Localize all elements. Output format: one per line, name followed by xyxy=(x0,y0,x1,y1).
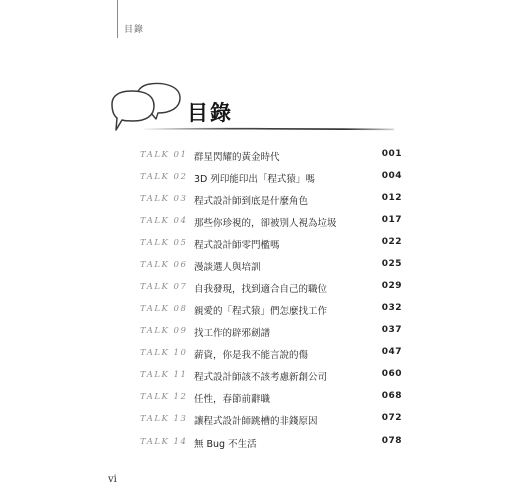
toc-entry[interactable] xyxy=(140,413,402,429)
talk-number: TALK 08 xyxy=(140,304,188,314)
toc-entry[interactable] xyxy=(140,237,402,253)
chapter-title: 群星閃耀的黃金時代 xyxy=(194,152,280,163)
chapter-title: 親愛的「程式猿」們怎麼找工作 xyxy=(194,306,328,317)
toc-entry[interactable] xyxy=(140,347,402,363)
talk-number: TALK 06 xyxy=(140,260,188,270)
chapter-title: 讓程式設計師跳槽的非錢原因 xyxy=(194,416,318,427)
toc-entry[interactable] xyxy=(140,369,402,385)
toc-entry[interactable] xyxy=(140,391,402,407)
page-title: 目錄 xyxy=(187,101,233,125)
page-number: 078 xyxy=(381,436,402,446)
chapter-title: 薪資，你是我不能言說的傷 xyxy=(194,350,309,361)
toc-entry[interactable] xyxy=(140,436,402,452)
toc-entry[interactable] xyxy=(140,215,402,231)
page-folio: vi xyxy=(108,474,117,485)
chapter-title: 那些你珍視的，卻被別人視為垃圾 xyxy=(194,218,337,229)
chapter-title: 程式設計師該不該考慮新創公司 xyxy=(194,372,328,383)
talk-number: TALK 05 xyxy=(140,238,188,248)
talk-number: TALK 09 xyxy=(140,326,188,336)
page-number: 017 xyxy=(381,215,402,225)
toc-entry[interactable] xyxy=(140,149,402,165)
page-number: 029 xyxy=(381,281,402,291)
chapter-title: 自我發現，找到適合自己的職位 xyxy=(194,284,328,295)
chapter-title: 找工作的辟邪劍譜 xyxy=(194,328,271,339)
page-number: 060 xyxy=(381,369,402,379)
chapter-title: 3D 列印能印出「程式猿」嗎 xyxy=(194,174,315,185)
toc-entry[interactable] xyxy=(140,259,402,275)
talk-number: TALK 04 xyxy=(140,216,188,226)
page-number: 072 xyxy=(381,413,402,423)
talk-number: TALK 03 xyxy=(140,194,188,204)
page-number: 068 xyxy=(381,391,402,401)
page-number: 037 xyxy=(381,325,402,335)
talk-number: TALK 14 xyxy=(140,437,188,447)
chapter-title: 無 Bug 不生活 xyxy=(194,439,257,450)
chapter-title: 漫談選人與培訓 xyxy=(194,262,261,273)
talk-number: TALK 02 xyxy=(140,172,188,182)
running-head: 目錄 xyxy=(124,25,145,35)
talk-number: TALK 07 xyxy=(140,282,188,292)
page-number: 001 xyxy=(381,149,402,159)
chapter-title: 任性，春節前辭職 xyxy=(194,394,271,405)
toc-entry[interactable] xyxy=(140,281,402,297)
page-number: 047 xyxy=(381,347,402,357)
page-number: 025 xyxy=(381,259,402,269)
talk-number: TALK 11 xyxy=(140,370,188,380)
chapter-title: 程式設計師零門檻嗎 xyxy=(194,240,280,251)
talk-number: TALK 13 xyxy=(140,414,188,424)
toc-entry[interactable] xyxy=(140,193,402,209)
page-number: 004 xyxy=(381,171,402,181)
talk-number: TALK 01 xyxy=(140,150,188,160)
page-number: 032 xyxy=(381,303,402,313)
chapter-title: 程式設計師到底是什麼角色 xyxy=(194,196,309,207)
page-number: 012 xyxy=(381,193,402,203)
toc-entry[interactable] xyxy=(140,171,402,187)
toc-entry[interactable] xyxy=(140,303,402,319)
toc-entry[interactable] xyxy=(140,325,402,341)
page-number: 022 xyxy=(381,237,402,247)
talk-number: TALK 12 xyxy=(140,392,188,402)
talk-number: TALK 10 xyxy=(140,348,188,358)
